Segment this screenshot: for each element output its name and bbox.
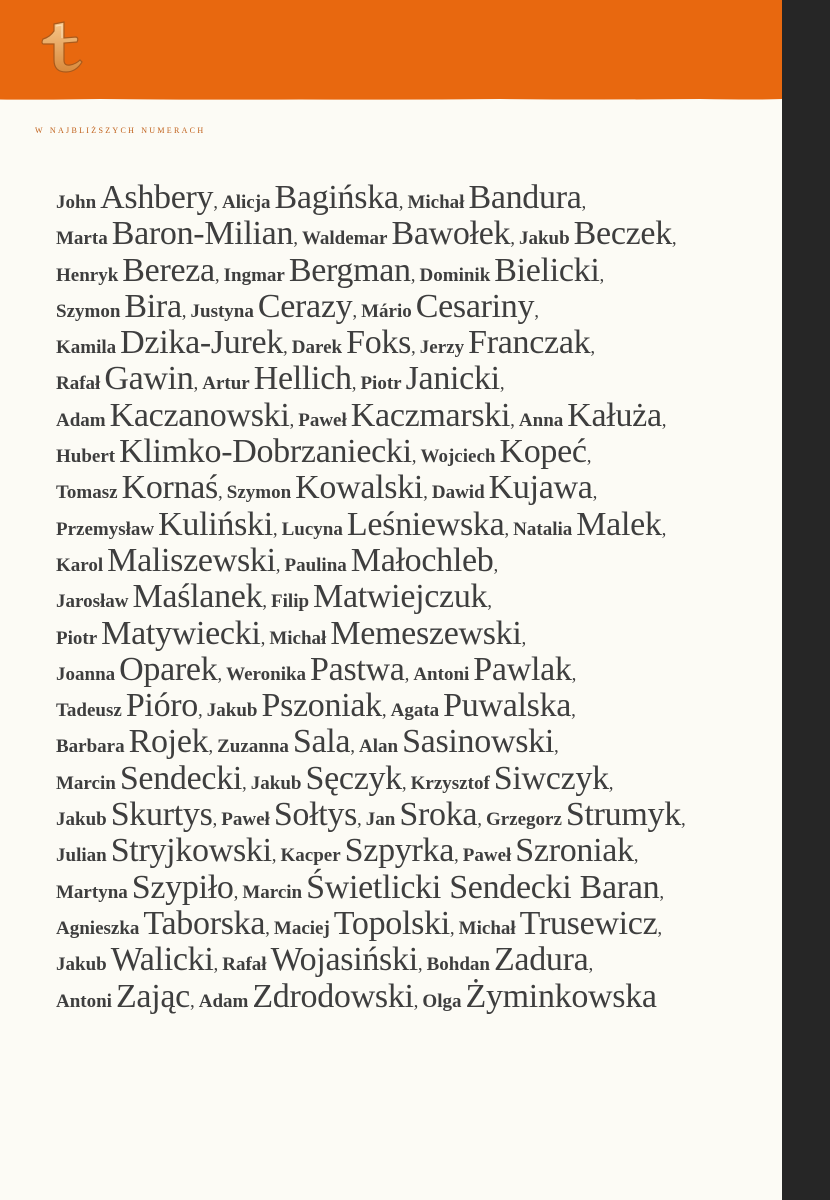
last-name: Sroka [399, 796, 478, 834]
names-line [56, 761, 746, 797]
first-name: Marta [56, 228, 108, 250]
last-name: Maliszewski [107, 541, 276, 579]
separator: , [265, 917, 270, 939]
spine-edge [782, 0, 830, 1200]
separator: , [553, 736, 559, 758]
last-name: Bereza [122, 251, 215, 289]
last-name: Cesariny [415, 287, 535, 325]
first-name: Kamila [56, 337, 117, 359]
separator: , [521, 627, 527, 649]
first-name: Paulina [284, 554, 347, 576]
last-name: Maślanek [132, 578, 263, 616]
names-line [56, 906, 746, 942]
separator: , [213, 192, 218, 213]
first-name: Joanna [56, 663, 116, 685]
separator: , [293, 228, 298, 250]
first-name: Michał [407, 192, 465, 213]
first-name: Waldemar [301, 228, 388, 250]
first-name: Przemysław [56, 518, 155, 540]
separator: , [283, 337, 288, 359]
first-name: Alan [358, 736, 399, 758]
first-name: Darek [291, 337, 343, 359]
first-name: Antoni [413, 663, 470, 685]
first-name: Adam [56, 409, 106, 431]
last-name: Hellich [253, 360, 352, 398]
first-name: Maciej [273, 917, 330, 939]
names-line [56, 833, 746, 869]
first-name: Kacper [280, 845, 341, 867]
first-name: Jerzy [419, 337, 465, 359]
last-name: Pawlak [473, 650, 572, 688]
separator: , [411, 446, 417, 468]
first-name: Barbara [56, 736, 125, 758]
last-name: Sala [292, 723, 351, 761]
first-name: Michał [458, 917, 516, 939]
first-name: Rafał [56, 373, 101, 395]
names-line [56, 543, 746, 579]
separator: , [275, 554, 281, 576]
separator: , [410, 264, 416, 286]
separator: , [661, 518, 667, 540]
names-line [56, 652, 746, 688]
last-name: Kornaś [121, 469, 218, 507]
separator: , [599, 264, 605, 286]
first-name: Grzegorz [485, 809, 562, 831]
last-name: Puwalska [443, 687, 572, 725]
last-name: Żyminkowska [465, 977, 657, 1015]
separator: , [571, 700, 576, 722]
names-line [56, 724, 746, 760]
separator: , [404, 663, 410, 685]
last-name: Szypiło [131, 868, 234, 906]
first-name: Olga [422, 990, 462, 1012]
names-line [56, 507, 746, 543]
last-name: Bawołek [391, 215, 511, 253]
last-name: Beczek [573, 215, 672, 253]
separator: , [487, 591, 492, 613]
last-name: Pastwa [310, 650, 405, 688]
contributors-list [56, 180, 746, 1015]
first-name: Antoni [56, 990, 112, 1012]
separator: , [680, 809, 686, 831]
separator: , [212, 809, 218, 831]
first-name: Henryk [56, 264, 119, 286]
last-name: Kaczanowski [109, 396, 290, 434]
separator: , [401, 772, 407, 794]
names-line [56, 180, 746, 216]
first-name: Martyna [56, 881, 128, 903]
names-line [56, 216, 746, 252]
last-name: Bielicki [494, 251, 600, 289]
separator: , [534, 300, 539, 322]
names-line [56, 398, 746, 434]
first-name: Adam [198, 990, 249, 1012]
names-line [56, 616, 746, 652]
separator: , [510, 409, 515, 431]
separator: , [413, 990, 419, 1012]
separator: , [398, 192, 404, 213]
last-name: Leśniewska [346, 505, 505, 543]
separator: , [659, 881, 665, 903]
last-name: Strumyk [565, 796, 681, 834]
last-name: Matywiecki [101, 614, 261, 652]
last-name: Foks [346, 324, 412, 362]
first-name: Jakub [56, 809, 107, 831]
names-line [56, 942, 746, 978]
last-name: Sasinowski [402, 723, 554, 761]
logo-t-icon [34, 18, 92, 76]
first-name: Paweł [221, 809, 270, 831]
separator: , [590, 337, 596, 359]
last-name: Ashbery [100, 179, 214, 216]
names-line [56, 289, 746, 325]
last-name: Topolski [333, 904, 450, 942]
first-name: Rafał [222, 954, 267, 976]
last-name: Taborska [143, 904, 266, 942]
last-name: Gawin [104, 360, 194, 398]
first-name: Piotr [360, 373, 402, 395]
names-line [56, 579, 746, 615]
first-name: Agnieszka [56, 917, 140, 939]
first-name: Piotr [56, 627, 98, 649]
separator: , [272, 518, 278, 540]
names-line [56, 434, 746, 470]
header-band [0, 0, 782, 104]
separator: , [454, 845, 459, 867]
last-name: Pszoniak [261, 687, 382, 725]
names-line [56, 361, 746, 397]
separator: , [233, 881, 239, 903]
first-name: Jakub [206, 700, 258, 722]
separator: , [504, 518, 510, 540]
last-name: Rojek [128, 723, 209, 761]
last-name: Małochleb [350, 541, 494, 579]
last-name: Stryjkowski [110, 832, 272, 870]
last-name: Baron-Milian [111, 215, 294, 253]
separator: , [352, 300, 358, 322]
separator: , [351, 373, 357, 395]
last-name: Zdrodowski [252, 977, 414, 1015]
first-name: Hubert [56, 446, 116, 468]
first-name: Natalia [513, 518, 573, 540]
first-name: Lucyna [281, 518, 343, 540]
first-name: Marcin [56, 772, 116, 794]
last-name: Skurtys [110, 796, 213, 834]
first-name: Wojciech [420, 446, 496, 468]
separator: , [193, 373, 199, 395]
first-name: Zuzanna [217, 736, 289, 758]
names-line [56, 470, 746, 506]
separator: , [217, 663, 223, 685]
separator: , [260, 627, 266, 649]
separator: , [586, 446, 592, 468]
separator: , [381, 700, 387, 722]
last-name: Pióro [125, 687, 199, 725]
first-name: Dominik [419, 264, 491, 286]
separator: , [208, 736, 214, 758]
last-name: Dzika-Jurek [120, 324, 284, 362]
last-name: Sęczyk [305, 759, 402, 797]
last-name: Malek [576, 505, 662, 543]
separator: , [423, 482, 428, 504]
names-line [56, 253, 746, 289]
first-name: John [56, 192, 97, 213]
first-name: Weronika [226, 663, 307, 685]
separator: , [571, 663, 577, 685]
last-name: Franczak [468, 324, 591, 362]
last-name: Kałuża [567, 396, 662, 434]
first-name: Krzysztof [410, 772, 490, 794]
names-line [56, 797, 746, 833]
first-name: Tadeusz [56, 700, 122, 722]
last-name: Zadura [493, 941, 589, 979]
separator: , [198, 700, 203, 722]
first-name: Mário [361, 300, 412, 322]
last-name: Kopeć [499, 433, 587, 471]
separator: , [477, 809, 482, 831]
separator: , [181, 300, 187, 322]
separator: , [271, 845, 277, 867]
last-name: Bagińska [274, 179, 399, 216]
separator: , [262, 591, 268, 613]
last-name: Kaczmarski [350, 396, 511, 434]
first-name: Artur [202, 373, 250, 395]
separator: , [289, 409, 295, 431]
separator: , [661, 409, 667, 431]
last-name: Bira [124, 287, 182, 325]
separator: , [357, 809, 362, 831]
names-line [56, 688, 746, 724]
last-name: Sendecki [119, 759, 243, 797]
separator: , [350, 736, 355, 758]
first-name: Tomasz [56, 482, 118, 504]
separator: , [417, 954, 423, 976]
last-name: Sołtys [273, 796, 358, 834]
separator: , [592, 482, 598, 504]
first-name: Jan [365, 809, 396, 831]
last-name: Szpyrka [344, 832, 454, 870]
last-name: Siwczyk [493, 759, 609, 797]
last-name: Oparek [119, 650, 218, 688]
separator: , [189, 990, 195, 1012]
first-name: Michał [269, 627, 327, 649]
separator: , [449, 917, 455, 939]
separator: , [588, 954, 594, 976]
first-name: Jakub [250, 772, 302, 794]
last-name: Szroniak [515, 832, 634, 870]
first-name: Paweł [462, 845, 512, 867]
last-name: Memeszewski [330, 614, 522, 652]
first-name: Justyna [190, 300, 254, 322]
last-name: Świetlicki Sendecki Baran [306, 868, 660, 906]
first-name: Szymon [56, 300, 121, 322]
first-name: Bohdan [426, 954, 490, 976]
separator: , [671, 228, 677, 250]
separator: , [608, 772, 614, 794]
last-name: Trusewicz [519, 904, 658, 942]
last-name: Kujawa [488, 469, 593, 507]
first-name: Agata [390, 700, 440, 722]
first-name: Marcin [242, 881, 303, 903]
last-name: Kuliński [158, 505, 273, 543]
last-name: Klimko-Dobrzaniecki [119, 433, 412, 471]
last-name: Cerazy [257, 287, 353, 325]
first-name: Dawid [431, 482, 485, 504]
first-name: Karol [56, 554, 104, 576]
first-name: Anna [518, 409, 564, 431]
last-name: Janicki [405, 360, 500, 398]
separator: , [214, 264, 220, 286]
separator: , [499, 373, 505, 395]
separator: , [242, 772, 247, 794]
first-name: Paweł [298, 409, 347, 431]
last-name: Matwiejczuk [313, 578, 488, 616]
first-name: Jakub [518, 228, 570, 250]
last-name: Bergman [288, 251, 411, 289]
first-name: Julian [56, 845, 107, 867]
separator: , [213, 954, 219, 976]
names-line [56, 870, 746, 906]
names-line [56, 325, 746, 361]
last-name: Zając [115, 977, 190, 1015]
first-name: Jarosław [56, 591, 129, 613]
last-name: Walicki [110, 941, 214, 979]
separator: , [493, 554, 499, 576]
first-name: Filip [271, 591, 310, 613]
separator: , [218, 482, 223, 504]
first-name: Ingmar [223, 264, 285, 286]
last-name: Kowalski [295, 469, 424, 507]
last-name: Wojasiński [270, 941, 418, 979]
last-name: Bandura [468, 179, 582, 216]
separator: , [581, 192, 587, 213]
first-name: Jakub [56, 954, 107, 976]
names-line [56, 979, 746, 1015]
separator: , [633, 845, 639, 867]
first-name: Szymon [226, 482, 292, 504]
separator: , [411, 337, 416, 359]
section-label: w najbliższych numerach [35, 124, 206, 136]
separator: , [657, 917, 663, 939]
separator: , [510, 228, 515, 250]
first-name: Alicja [222, 192, 271, 213]
